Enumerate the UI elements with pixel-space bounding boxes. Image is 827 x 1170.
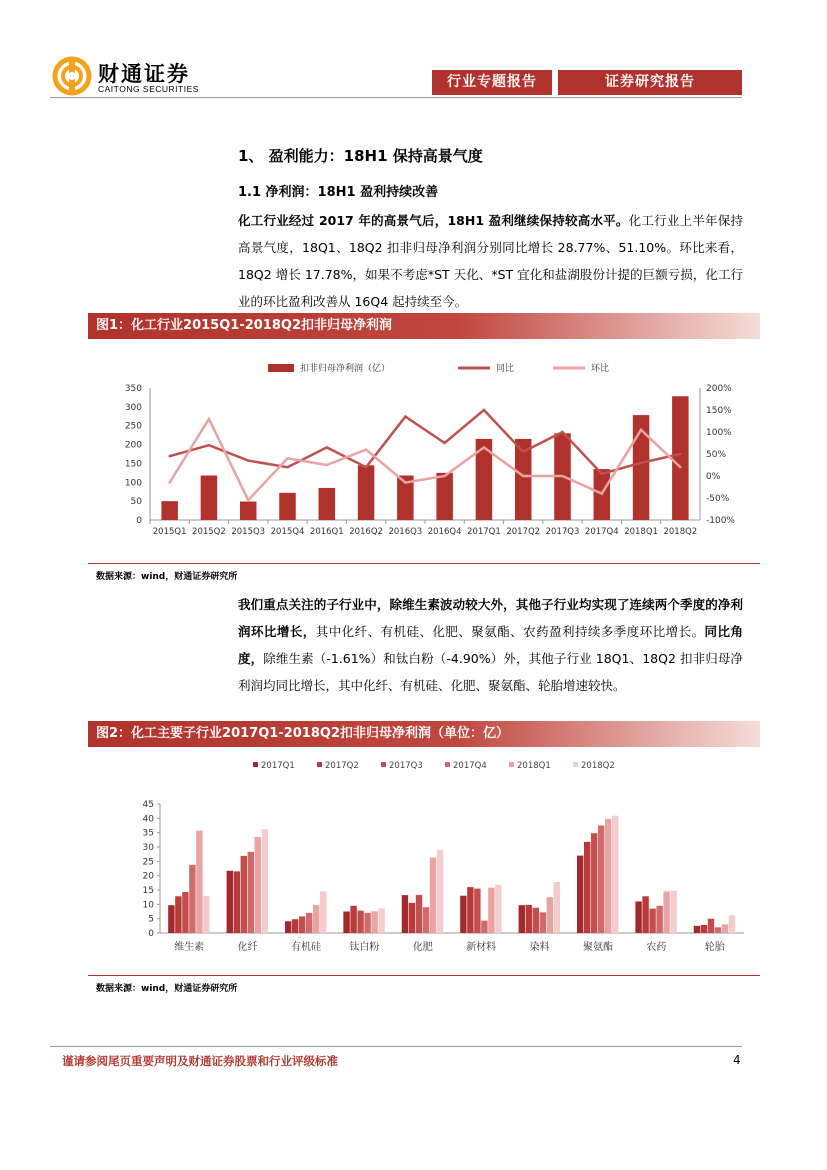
line-point-qoq bbox=[208, 418, 210, 420]
bar-2017Q1 bbox=[519, 905, 525, 933]
bar-2017Q4 bbox=[715, 927, 721, 933]
bar-net-profit bbox=[358, 465, 375, 520]
bar-2017Q2 bbox=[584, 842, 590, 933]
legend-label: 2017Q2 bbox=[325, 761, 359, 771]
left-y-tick-label: 50 bbox=[130, 497, 142, 508]
page-number: 4 bbox=[733, 1053, 741, 1067]
bar-2017Q3 bbox=[474, 889, 480, 933]
bar-2018Q1 bbox=[371, 911, 377, 933]
x-tick-label: 2015Q3 bbox=[231, 527, 266, 537]
figure-2-source: 数据来源：wind，财通证券研究所 bbox=[96, 984, 238, 994]
y-tick-label: 20 bbox=[142, 871, 154, 882]
line-point-yoy bbox=[286, 466, 288, 468]
bar-2018Q1 bbox=[722, 924, 728, 933]
right-y-tick-label: 150% bbox=[706, 406, 732, 416]
right-y-tick-label: 200% bbox=[706, 384, 732, 394]
figure-1-title: 图1：化工行业2015Q1-2018Q2扣非归母净利润 bbox=[88, 313, 760, 339]
bar-2017Q1 bbox=[577, 856, 583, 933]
bar-net-profit bbox=[161, 501, 178, 520]
x-tick-label: 2017Q3 bbox=[545, 527, 580, 537]
legend-label: 2017Q1 bbox=[261, 761, 295, 771]
y-tick-label: 5 bbox=[148, 914, 154, 925]
bar-2017Q3 bbox=[649, 909, 655, 933]
figure-2-chart bbox=[88, 756, 760, 964]
x-tick-label: 2017Q4 bbox=[584, 527, 619, 537]
bar-2018Q2 bbox=[378, 908, 384, 933]
line-point-yoy bbox=[601, 473, 603, 475]
bar-2017Q4 bbox=[364, 913, 370, 933]
legend-label: 2018Q1 bbox=[517, 761, 551, 771]
line-point-yoy bbox=[679, 453, 681, 455]
bar-net-profit bbox=[319, 488, 336, 520]
subsection-heading: 1.1 净利润：18H1 盈利持续改善 bbox=[238, 185, 439, 200]
figure-1-bottom-rule bbox=[88, 563, 760, 564]
line-point-qoq bbox=[286, 457, 288, 459]
bar-2017Q4 bbox=[189, 865, 195, 933]
legend-label: 2018Q2 bbox=[581, 761, 615, 771]
bar-2018Q2 bbox=[437, 850, 443, 933]
bar-2018Q2 bbox=[320, 891, 326, 933]
figure-1-chart bbox=[88, 352, 760, 552]
bar-2017Q2 bbox=[175, 896, 181, 933]
bar-2018Q1 bbox=[196, 831, 202, 933]
x-tick-label: 聚氨酯 bbox=[583, 942, 613, 953]
legend-swatch bbox=[509, 762, 514, 767]
bar-2018Q2 bbox=[729, 915, 735, 933]
legend-label: 同比 bbox=[496, 364, 515, 374]
left-y-tick-label: 200 bbox=[124, 440, 142, 451]
bar-2018Q1 bbox=[488, 888, 494, 933]
x-tick-label: 有机硅 bbox=[291, 942, 321, 953]
logo-mark-icon bbox=[52, 56, 92, 96]
x-tick-label: 2018Q2 bbox=[663, 527, 698, 537]
paragraph-2-text-1: 其中化纤、有机硅、化肥、聚氨酯、农药盈利持续多季度环比增长。 bbox=[315, 624, 705, 639]
paragraph-2 bbox=[238, 591, 743, 699]
x-tick-label: 化纤 bbox=[237, 942, 258, 953]
x-tick-label: 2017Q1 bbox=[467, 527, 501, 537]
line-point-yoy bbox=[168, 455, 170, 457]
y-tick-label: 0 bbox=[148, 929, 154, 939]
x-tick-label: 轮胎 bbox=[704, 942, 725, 953]
bar-2017Q3 bbox=[299, 916, 305, 933]
bar-2018Q1 bbox=[313, 905, 319, 933]
bar-2017Q2 bbox=[467, 887, 473, 933]
left-y-tick-label: 150 bbox=[124, 459, 142, 470]
line-point-qoq bbox=[168, 481, 170, 483]
bar-2017Q1 bbox=[460, 896, 466, 933]
paragraph-2-bold-1: 我们重点关注的子行业中，除维生素波动较大外，其他子行业均实现了连续两个季度的净利润环比增长， bbox=[238, 597, 743, 639]
figure-2-bottom-rule bbox=[88, 975, 760, 976]
y-tick-label: 40 bbox=[142, 814, 154, 825]
legend-label: 2017Q3 bbox=[389, 761, 423, 771]
footer-divider bbox=[50, 1046, 742, 1047]
x-tick-label: 2016Q3 bbox=[388, 527, 423, 537]
paragraph-2-bold-2: 同比角度， bbox=[238, 624, 743, 666]
x-tick-label: 2016Q1 bbox=[309, 527, 344, 537]
right-y-tick-label: -100% bbox=[706, 516, 735, 526]
bar-2017Q1 bbox=[227, 871, 233, 933]
figure-2-title: 图2：化工主要子行业2017Q1-2018Q2扣非归母净利润（单位：亿） bbox=[88, 721, 760, 747]
x-tick-label: 2016Q2 bbox=[349, 527, 383, 537]
bar-net-profit bbox=[240, 502, 257, 520]
legend-swatch bbox=[445, 762, 450, 767]
bar-2017Q4 bbox=[481, 921, 487, 933]
bar-2017Q4 bbox=[540, 912, 546, 933]
bar-2018Q1 bbox=[663, 891, 669, 933]
bar-2017Q2 bbox=[292, 919, 298, 933]
legend-swatch bbox=[268, 364, 294, 372]
left-y-tick-label: 350 bbox=[124, 384, 142, 394]
section-heading: 1、 盈利能力：18H1 保持高景气度 bbox=[238, 147, 483, 165]
y-tick-label: 35 bbox=[142, 828, 154, 839]
bar-2018Q2 bbox=[262, 829, 268, 933]
bar-2017Q1 bbox=[285, 921, 291, 933]
line-point-qoq bbox=[640, 429, 642, 431]
bar-2017Q2 bbox=[409, 903, 415, 933]
logo-chinese-text: 财通证券 bbox=[98, 62, 190, 86]
logo-english-text: CAITONG SECURITIES bbox=[98, 84, 199, 94]
line-point-qoq bbox=[326, 464, 328, 466]
line-point-yoy bbox=[247, 459, 249, 461]
legend-swatch bbox=[253, 762, 258, 767]
line-point-yoy bbox=[640, 462, 642, 464]
bar-net-profit bbox=[436, 473, 453, 520]
line-point-qoq bbox=[679, 466, 681, 468]
bar-net-profit bbox=[279, 493, 296, 520]
x-tick-label: 2017Q2 bbox=[506, 527, 541, 537]
left-y-tick-label: 300 bbox=[124, 402, 142, 413]
right-y-tick-label: 50% bbox=[706, 450, 727, 460]
left-y-tick-label: 250 bbox=[124, 421, 142, 432]
x-tick-label: 2015Q4 bbox=[270, 527, 305, 537]
footer-disclaimer: 谨请参阅尾页重要声明及财通证券股票和行业评级标准 bbox=[62, 1054, 338, 1068]
bar-2017Q2 bbox=[642, 896, 648, 933]
bar-2017Q3 bbox=[708, 919, 714, 933]
line-point-yoy bbox=[522, 451, 524, 453]
legend-swatch bbox=[573, 762, 578, 767]
bar-2018Q1 bbox=[255, 837, 261, 933]
left-y-tick-label: 0 bbox=[136, 516, 142, 526]
bar-2018Q2 bbox=[495, 885, 501, 933]
bar-2017Q4 bbox=[598, 826, 604, 934]
x-tick-label: 化肥 bbox=[412, 942, 433, 953]
bar-2017Q4 bbox=[423, 907, 429, 933]
figure-1-source: 数据来源：wind，财通证券研究所 bbox=[96, 572, 238, 582]
bar-2017Q1 bbox=[694, 926, 700, 933]
bar-2018Q1 bbox=[430, 858, 436, 933]
bar-2017Q1 bbox=[343, 912, 349, 934]
bar-2017Q3 bbox=[416, 895, 422, 933]
header-tag-industry-report: 行业专题报告 bbox=[432, 70, 552, 95]
line-point-yoy bbox=[326, 446, 328, 448]
bar-net-profit bbox=[201, 475, 218, 520]
paragraph-1-text: 化工行业上半年保持高景气度，18Q1、18Q2 扣非归母净利润分别同比增长 28.77%、51.10%。环比来看，18Q2 增长 17.78%，如果不考虑*ST 天化、*ST 宜化和盐湖股份计提的巨额亏损，化工行业的环比盈利改善从 16Q4 起持续至今。 bbox=[238, 213, 743, 309]
line-series-yoy bbox=[170, 410, 681, 474]
right-y-tick-label: -50% bbox=[706, 494, 730, 504]
bar-2017Q4 bbox=[656, 906, 662, 933]
bar-2018Q2 bbox=[670, 891, 676, 933]
bar-2017Q3 bbox=[182, 892, 188, 933]
bar-net-profit bbox=[672, 396, 689, 520]
x-tick-label: 2016Q4 bbox=[427, 527, 462, 537]
bar-2017Q3 bbox=[241, 856, 247, 933]
bar-2018Q1 bbox=[605, 819, 611, 933]
legend-swatch bbox=[381, 762, 386, 767]
bar-2018Q2 bbox=[612, 816, 618, 933]
bar-2017Q3 bbox=[591, 833, 597, 933]
company-logo bbox=[52, 56, 252, 96]
x-tick-label: 2018Q1 bbox=[624, 527, 658, 537]
line-point-qoq bbox=[522, 475, 524, 477]
line-point-qoq bbox=[601, 492, 603, 494]
line-point-qoq bbox=[561, 475, 563, 477]
bar-2017Q3 bbox=[357, 911, 363, 933]
legend-label: 环比 bbox=[591, 364, 610, 374]
line-point-yoy bbox=[443, 442, 445, 444]
line-point-qoq bbox=[247, 499, 249, 501]
bar-2017Q2 bbox=[350, 906, 356, 933]
bar-2017Q4 bbox=[306, 913, 312, 933]
paragraph-2-text-2: 除维生素（-1.61%）和钛白粉（-4.90%）外，其他子行业 18Q1、18Q2 扣非归母净利润均同比增长，其中化纤、有机硅、化肥、聚氨酯、轮胎增速较快。 bbox=[238, 651, 743, 693]
line-point-qoq bbox=[443, 475, 445, 477]
y-tick-label: 45 bbox=[142, 800, 154, 810]
y-tick-label: 30 bbox=[142, 843, 154, 853]
x-tick-label: 2015Q2 bbox=[192, 527, 226, 537]
line-point-yoy bbox=[404, 415, 406, 417]
bar-2018Q1 bbox=[547, 897, 553, 933]
paragraph-1-bold: 化工行业经过 2017 年的高景气后，18H1 盈利继续保持较高水平。 bbox=[238, 213, 629, 228]
bar-2017Q1 bbox=[402, 895, 408, 933]
bar-2017Q2 bbox=[701, 925, 707, 933]
left-y-tick-label: 100 bbox=[124, 478, 142, 489]
line-point-yoy bbox=[208, 444, 210, 446]
x-tick-label: 新材料 bbox=[466, 942, 497, 953]
x-tick-label: 染料 bbox=[529, 942, 550, 953]
header-tag-securities-research: 证券研究报告 bbox=[558, 70, 742, 95]
bar-2018Q2 bbox=[554, 882, 560, 933]
legend-label: 扣非归母净利润（亿） bbox=[300, 364, 391, 374]
y-tick-label: 10 bbox=[142, 900, 154, 911]
y-tick-label: 25 bbox=[142, 857, 154, 868]
right-y-tick-label: 0% bbox=[706, 472, 721, 482]
line-point-qoq bbox=[483, 446, 485, 448]
bar-2017Q1 bbox=[168, 905, 174, 933]
legend-swatch bbox=[317, 762, 322, 767]
line-point-qoq bbox=[404, 481, 406, 483]
y-tick-label: 15 bbox=[142, 886, 154, 896]
x-tick-label: 农药 bbox=[646, 942, 667, 953]
right-y-tick-label: 100% bbox=[706, 428, 732, 438]
bar-2017Q2 bbox=[526, 905, 532, 933]
line-point-qoq bbox=[365, 448, 367, 450]
bar-2018Q2 bbox=[203, 896, 209, 933]
bar-2017Q1 bbox=[635, 901, 641, 933]
bar-2017Q4 bbox=[248, 852, 254, 933]
bar-2017Q3 bbox=[533, 908, 539, 933]
header-divider bbox=[50, 97, 742, 98]
paragraph-1 bbox=[238, 207, 743, 315]
line-point-yoy bbox=[561, 431, 563, 433]
x-tick-label: 钛白粉 bbox=[349, 942, 380, 953]
line-point-yoy bbox=[483, 409, 485, 411]
legend-label: 2017Q4 bbox=[453, 761, 487, 771]
line-point-yoy bbox=[365, 466, 367, 468]
x-tick-label: 2015Q1 bbox=[152, 527, 187, 537]
bar-2017Q2 bbox=[234, 871, 240, 933]
x-tick-label: 维生素 bbox=[174, 942, 205, 953]
